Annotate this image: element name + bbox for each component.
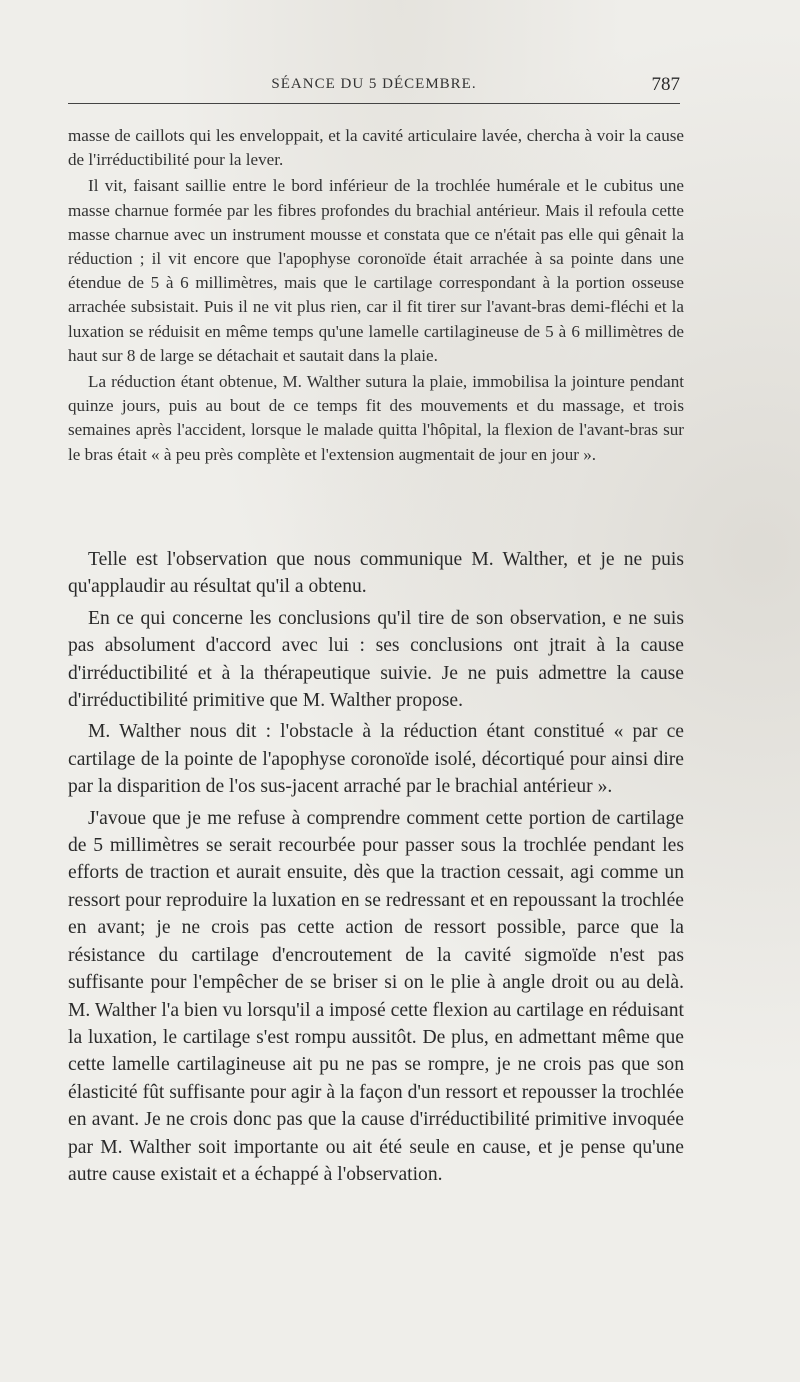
quote-paragraph: La réduction étant obtenue, M. Walther sutura la plaie, immobilisa la jointure pendant quinze jours, puis au bout de ce temps fit des mouvements et du massage, et trois semaines après l'accident, lorsque le malade quitta l'hôpital, la flexion de l'avant-bras sur le bras était « à peu près complète et l'extension augmentait de jour en jour ». bbox=[68, 372, 684, 464]
quote-paragraph: masse de caillots qui les enveloppait, et la cavité articulaire lavée, chercha à voir la cause de l'irréductibilité pour la lever. bbox=[68, 126, 684, 170]
body-paragraph: J'avoue que je me refuse à comprendre comment cette portion de cartilage de 5 millimètres se serait recourbée pour passer sous la trochlée pendant les efforts de traction et aurait ensuite, dès que la traction cessait, agi comme un ressort pour reproduire la luxation en se redressant et en repoussant la trochlée en avant; je ne crois pas cette action de ressort possible, parce que la résistance du cartilage d'encroutement de la cavité sigmoïde n'est pas suffisante pour l'empêcher de se briser si on le plie à angle droit ou au delà. M. Walther l'a bien vu lorsqu'il a imposé cette flexion au cartilage en réduisant la luxation, le cartilage s'est rompu aussitôt. De plus, en admettant même que cette lamelle cartilagineuse ait pu ne pas se rompre, je ne crois pas que son élasticité fût suffisante pour agir à la façon d'un ressort et repousser la trochlée en avant. Je ne crois donc pas que la cause d'irréductibilité primitive invoquée par M. Walther soit importante ou ait été seule en cause, et je pense qu'une autre cause existait et a échappé à l'observation. bbox=[68, 807, 684, 1185]
running-head: SÉANCE DU 5 DÉCEMBRE. bbox=[271, 76, 477, 92]
body-paragraph: En ce qui concerne les conclusions qu'il tire de son observation, e ne suis pas absolument d'accord avec lui : ses conclusions ont jtrait à la cause d'irréductibilité et à la thérapeutique suivie. Je ne puis admettre la cause d'irréductibilité primitive que M. Walther propose. bbox=[68, 607, 684, 712]
quote-paragraph: Il vit, faisant saillie entre le bord inférieur de la trochlée humérale et le cubitus une masse charnue formée par les fibres profondes du brachial antérieur. Mais il refoula cette masse charnue avec un instrument mousse et constata que ce n'était pas elle qui gênait la réduction ; il vit encore que l'apophyse coronoïde était arrachée à sa pointe dans une étendue de 5 à 6 millimètres, mais que le cartilage correspondant à la portion osseuse arrachée subsistait. Puis il ne vit plus rien, car il fit tirer sur l'avant-bras demi-fléchi et la luxation se réduisit en même temps qu'une lamelle cartilagineuse de 5 à 6 millimètres de haut sur 8 de large se détachait et sautait dans la plaie. bbox=[68, 176, 684, 365]
body-paragraph: M. Walther nous dit : l'obstacle à la réduction étant constitué « par ce cartilage de la pointe de l'apophyse coronoïde isolé, décortiqué pour ainsi dire par la disparition de l'os sus-jacent arraché par le brachial antérieur ». bbox=[68, 721, 684, 798]
quoted-observation bbox=[68, 124, 684, 469]
body-paragraph: Telle est l'observation que nous communique M. Walther, et je ne puis qu'applaudir au résultat qu'il a obtenu. bbox=[68, 549, 684, 598]
main-text bbox=[68, 546, 684, 1192]
header-rule bbox=[68, 103, 680, 104]
page-header bbox=[68, 74, 680, 104]
page-number: 787 bbox=[651, 74, 680, 95]
